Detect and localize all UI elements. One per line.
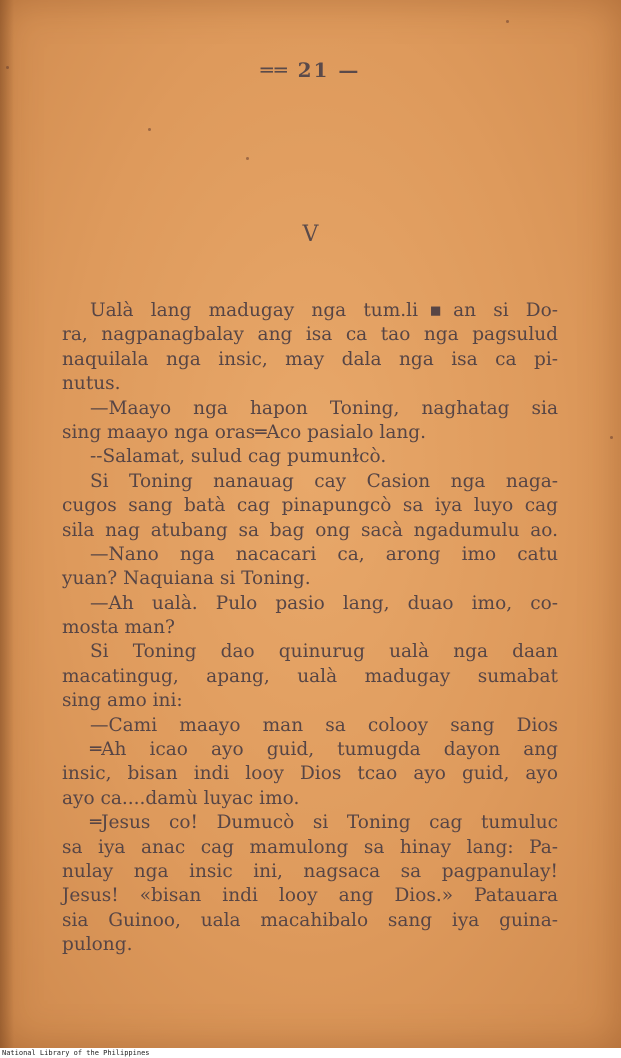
text-line: Ualà lang madugay nga tum.li▪an si Do- [90,300,558,321]
paper-speck [148,128,151,131]
text-line: sing maayo nga oras═Aco pasialo lang. [62,421,427,443]
text-line: sing amo ini: [62,690,183,712]
text-line: --Salamat, sulud cag pumunɫcò. [90,446,387,468]
page-number: ══ 21 — [260,58,361,82]
text-line: ra, nagpanagbalay ang isa ca tao nga pagsulud [62,324,558,346]
paper-speck [506,20,509,23]
text-line: —Cami maayo man sa colooy sang Dios [90,714,558,736]
text-line: ═Ah icao ayo guid, tumugda dayon ang [90,739,558,761]
text-line: Si Toning dao quinurug ualà nga daan [90,641,558,663]
text-line: nutus. [62,373,121,395]
text-line: macatingug, apang, ualà madugay sumabat [62,665,558,687]
text-line: cugos sang batà cag pinapungcò sa iya luyo cag [62,495,558,517]
footer-strip [0,1048,621,1058]
text-line: —Nano nga nacacari ca, arong imo catu [90,543,558,565]
text-line: sa iya anac cag mamulong sa hinay lang: Pa- [62,836,558,858]
library-label: National Library of the Philippines [2,1049,150,1057]
text-line: Si Toning nanauag cay Casion nga naga- [90,470,558,492]
page-spine-shadow [0,0,14,1048]
text-line: sia Guinoo, uala macahibalo sang iya guina- [62,909,558,931]
text-line: nulay nga insic ini, nagsaca sa pagpanulay! [62,860,558,882]
chapter-heading: V [302,222,319,247]
body-text [62,299,558,958]
paper-speck [610,436,613,439]
text-line: sila nag atubang sa bag ong sacà ngadumulu ao. [62,519,558,541]
text-line: pulong. [62,934,133,956]
paper-speck [246,157,249,160]
text-line: insic, bisan indi looy Dios tcao ayo guid, ayo [62,763,558,785]
text-line: ayo ca....damù luyac imo. [62,787,300,809]
text-line: mosta man? [62,617,175,639]
text-line: —Ah ualà. Pulo pasio lang, duao imo, co- [90,592,558,614]
text-line: Jesus! «bisan indi looy ang Dios.» Patauara [62,885,558,907]
text-line: ═Jesus co! Dumucò si Toning cag tumuluc [90,812,558,834]
text-line: yuan? Naquiana si Toning. [62,568,311,590]
text-line: —Maayo nga hapon Toning, naghatag sia [90,397,558,419]
text-line: naquilala nga insic, may dala nga isa ca pi- [62,348,558,370]
